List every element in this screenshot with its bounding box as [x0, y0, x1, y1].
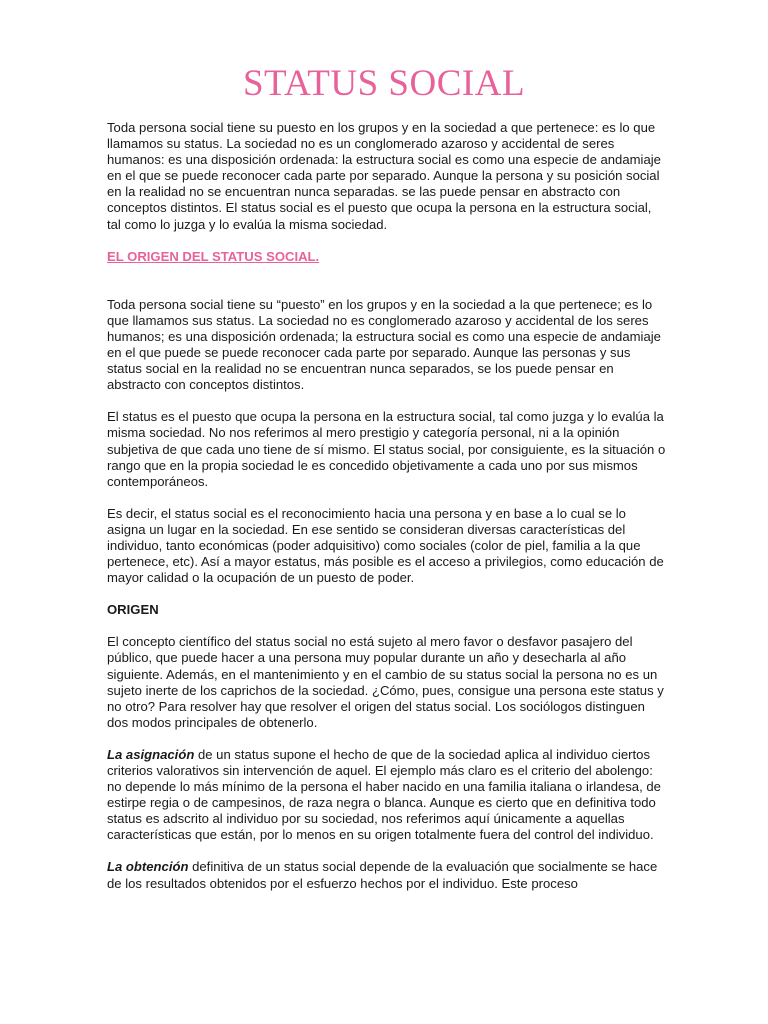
document-title: STATUS SOCIAL [242, 63, 526, 104]
paragraph-asignacion-text: de un status supone el hecho de que de la sociedad aplica al individuo ciertos criterios valorativos sin intervención de aquel. El ejemplo más claro es el criterio del abolengo: no depende lo más mínimo de la persona el haber nacido en una familia italiana o irlandesa, de estirpe regia o de campesinos, de raza negra o blanca. Aunque es cierto que en definitiva todo status es adscrito al individuo por su sociedad, nos referimos aquí únicamente a aquellas características que están, por lo menos en su origen totalmente fuera del control del individuo. [107, 746, 661, 843]
section-heading-origen-status: EL ORIGEN DEL STATUS SOCIAL. [107, 248, 320, 264]
paragraph-obtencion-text: definitiva de un status social depende de la evaluación que socialmente se hace de los resultados obtenidos por el esfuerzo hechos por el individuo. Este proceso [107, 859, 658, 891]
paragraph-3: Es decir, el status social es el reconocimiento hacia una persona y en base a lo cual se lo asigna un lugar en la sociedad. En ese sentido se consideran diversas características del individuo, tanto económicas (poder adquisitivo) como sociales (color de piel, familia a la que pertenece, etc). Así a mayor estatus, más posible es el acceso a privilegios, como educación de mayor calidad o la ocupación de un puesto de poder. [107, 505, 664, 586]
paragraph-4: El concepto científico del status social no está sujeto al mero favor o desfavor pasajero del público, que puede hacer a una persona muy popular durante un año y desecharla al año siguiente. Además, en el mantenimiento y en el cambio de su status social la persona no es un sujeto inerte de los caprichos de la sociedad. ¿Cómo, pues, consigue una persona este status y no otro? Para resolver hay que resolver el origen del status social. Los sociólogos distinguen dos modos principales de obtenerlo. [107, 634, 664, 730]
paragraph-2: El status es el puesto que ocupa la persona en la estructura social, tal como juzga y lo evalúa la misma sociedad. No nos referimos al mero prestigio y categoría personal, ni a la opinión subjetiva de que cada uno tiene de sí mismo. El status social, por consiguiente, es la situación o rango que en la propia sociedad le es concedido objetivamente a cada uno por sus mismos contemporáneos. [107, 409, 666, 489]
paragraph-obtencion [107, 859, 667, 891]
document-body [107, 120, 667, 908]
paragraph-1: Toda persona social tiene su “puesto” en los grupos y en la sociedad a la que pertenece; es lo que llamamos sus status. La sociedad no es conglomerado azaroso y accidental de los seres humanos; es una disposición ordenada; la estructura social es como una especie de andamiaje en el que puede se puede reconocer cada parte por separado. Aunque las personas y sus status social en la realidad no se encuentran nunca separados, se los puede pensar en abstracto con conceptos distintos. [107, 296, 661, 393]
paragraph-asignacion [107, 747, 667, 844]
intro-paragraph: Toda persona social tiene su puesto en los grupos y en la sociedad a que pertenece: es lo que llamamos su status. La sociedad no es un conglomerado azaroso y accidental de seres humanos: es una disposición ordenada: la estructura social es como una especie de andamiaje en el que se puede reconocer cada parte por separado. Aunque la persona y su posición social en la realidad no se encuentran nunca separadas. se las puede pensar en abstracto con conceptos distintos. El status social es el puesto que ocupa la persona en la estructura social, tal como lo juzga y lo evalúa la misma sociedad. [107, 120, 661, 232]
section-heading-origen: ORIGEN [107, 602, 159, 618]
term-obtencion: La obtención [107, 859, 189, 875]
term-asignacion: La asignación [107, 746, 195, 762]
